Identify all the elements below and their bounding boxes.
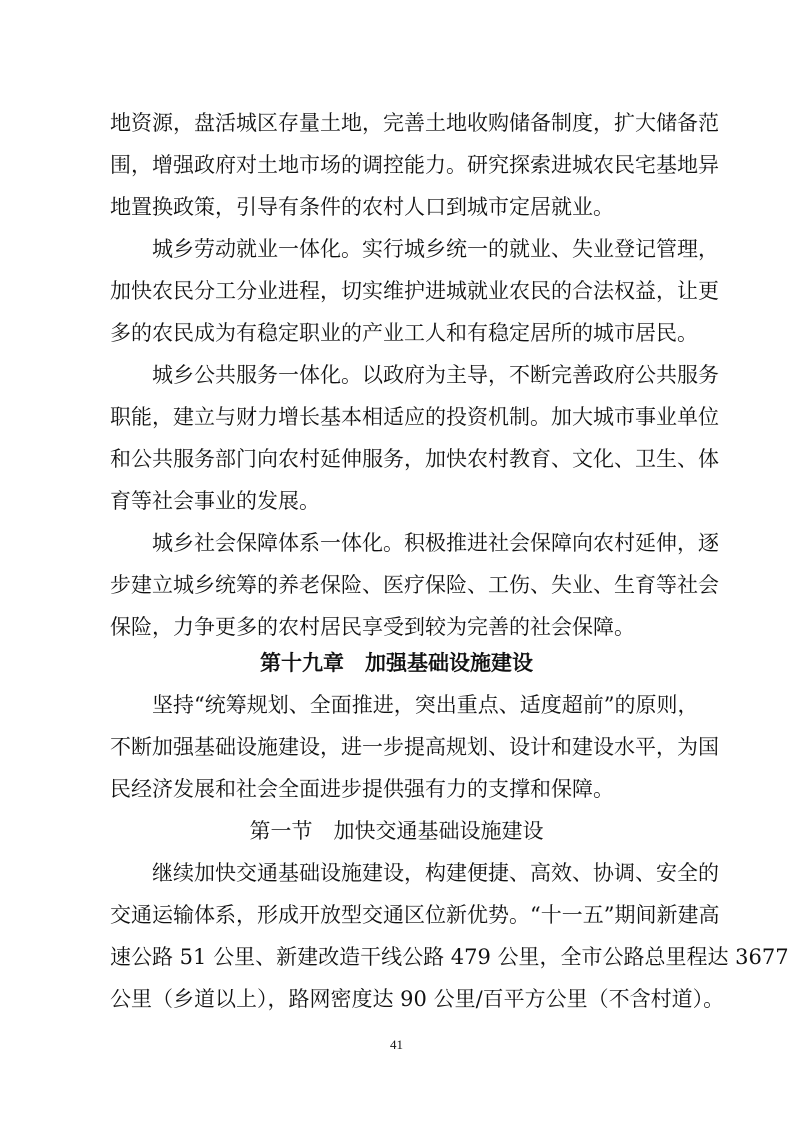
text-line: 速公路 51 公里、新建改造干线公路 479 公里，全市公路总里程达 3677: [110, 945, 789, 969]
section-title: 第一节 加快交通基础设施建设: [249, 819, 544, 843]
text-line: 继续加快交通基础设施建设，构建便捷、高效、协调、安全的: [152, 861, 719, 885]
text-line: 交通运输体系，形成开放型交通区位新优势。“十一五”期间新建高: [110, 903, 720, 927]
text-line: 步建立城乡统筹的养老保险、医疗保险、工伤、失业、生育等社会: [110, 573, 719, 597]
text-line: 多的农民成为有稳定职业的产业工人和有稳定居所的城市居民。: [110, 321, 698, 345]
text-line: 不断加强基础设施建设，进一步提高规划、设计和建设水平，为国: [110, 735, 719, 759]
text-line: 和公共服务部门向农村延伸服务，加快农村教育、文化、卫生、体: [110, 447, 719, 471]
text-line: 加快农民分工分业进程，切实维护进城就业农民的合法权益，让更: [110, 279, 719, 303]
paragraph-lead: 城乡劳动就业一体化。: [152, 237, 362, 261]
paragraph-lead: 城乡社会保障体系一体化。: [152, 531, 404, 555]
paragraph-text: 实行城乡统一的就业、失业登记管理，: [362, 237, 719, 261]
text-line: 职能，建立与财力增长基本相适应的投资机制。加大城市事业单位: [110, 405, 719, 429]
chapter-title: 第十九章 加强基础设施建设: [260, 651, 533, 675]
text-line: 公里（乡道以上），路网密度达 90 公里/百平方公里（不含村道）。: [110, 987, 725, 1011]
text-line: [152, 526, 719, 560]
paragraph-lead: 城乡公共服务一体化。: [152, 363, 362, 387]
text-line: 地资源，盘活城区存量土地，完善土地收购储备制度，扩大储备范: [110, 111, 719, 135]
text-line: 育等社会事业的发展。: [110, 489, 320, 513]
paragraph-text: 以政府为主导，不断完善政府公共服务: [362, 363, 719, 387]
page-number: 41: [390, 1037, 403, 1052]
text-line: [152, 358, 719, 392]
text-line: 围，增强政府对土地市场的调控能力。研究探索进城农民宅基地异: [110, 153, 719, 177]
paragraph-text: 积极推进社会保障向农村延伸，逐: [404, 531, 719, 555]
text-line: 民经济发展和社会全面进步提供强有力的支撑和保障。: [110, 777, 614, 801]
text-line: 坚持“统筹规划、全面推进，突出重点、适度超前”的原则，: [152, 693, 699, 717]
text-line: 地置换政策，引导有条件的农村人口到城市定居就业。: [110, 195, 614, 219]
text-line: [152, 232, 719, 266]
text-line: 保险，力争更多的农村居民享受到较为完善的社会保障。: [110, 615, 635, 639]
